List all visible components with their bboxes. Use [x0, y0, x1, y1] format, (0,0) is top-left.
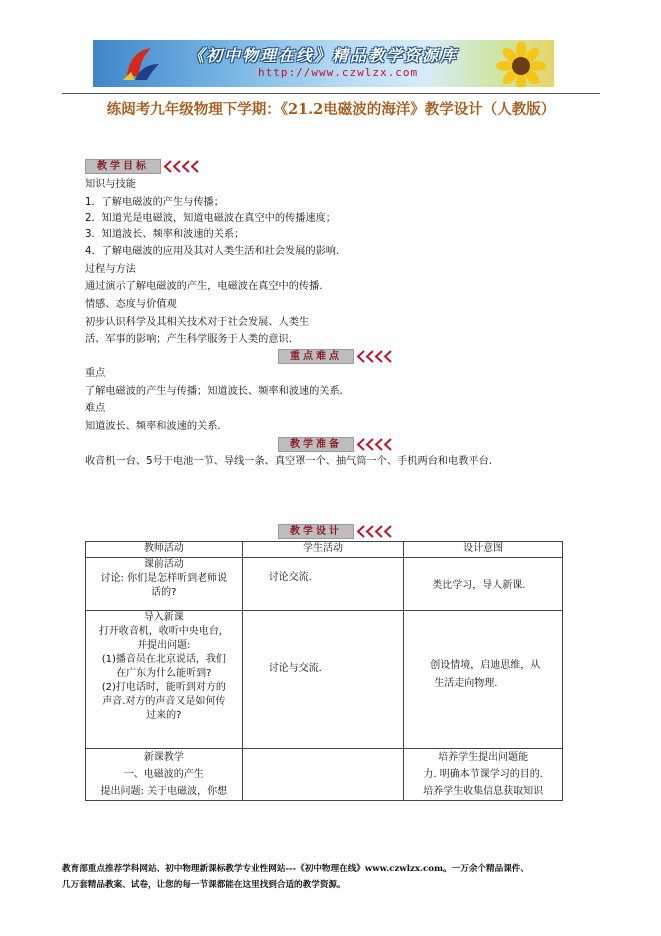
student-activity-cell [242, 611, 404, 749]
header-banner [93, 40, 554, 87]
design-intent-cell [404, 611, 563, 749]
section-tag: 教学目标 [85, 159, 161, 174]
section-header-preparation [278, 437, 396, 452]
student-activity-cell [242, 749, 404, 801]
cell-line: 讨论交流. [268, 572, 312, 583]
objectives-line: 2．知道光是电磁波，知道电磁波在真空中的传播速度； [85, 213, 336, 224]
sunflower-icon [485, 42, 554, 87]
objectives-line: 知识与技能 [85, 179, 136, 190]
cell-line: 打开收音机，收听中央电台， [98, 626, 229, 637]
objectives-line: 活、军事的影响；产生科学服务于人类的意识. [85, 334, 292, 345]
objectives-line: 1．了解电磁波的产生与传播； [85, 197, 224, 208]
objectives-line: 初步认识科学及其相关技术对于社会发展、人类生 [85, 317, 310, 328]
table-row [86, 558, 563, 611]
cell-line: 讨论: 你们是怎样听到老师说 [100, 573, 228, 584]
cell-line: 类比学习，导人新课. [432, 580, 526, 591]
cell-line: 讨论与交流. [268, 663, 322, 674]
section-tag: 教学设计 [278, 524, 354, 539]
objectives-line: 情感、态度与价值观 [85, 299, 177, 310]
objectives-line: 通过演示了解电磁波的产生，电磁波在真空中的传播. [85, 281, 323, 292]
cell-line: (1)播音员在北京说话，我们 [101, 654, 226, 665]
section-header-design [278, 524, 396, 539]
footer-line: 教育部重点推荐学科网站、初中物理新课标教学专业性网站---《初中物理在线》www.czwlzx.com。一万余个精品课件、 [62, 864, 529, 874]
cell-line: 话的? [151, 587, 177, 598]
chevron-left-arrows-icon [161, 159, 203, 174]
chevron-left-arrows-icon [354, 524, 396, 539]
cell-line: 培养学生提出问题能 [438, 752, 529, 763]
cell-line: 课前活动 [143, 559, 184, 570]
section-header-objectives [85, 159, 203, 174]
page-footer [62, 861, 610, 893]
cell-line: 在广东为什么能听到? [116, 668, 212, 679]
cell-line: 创设情境，启迪思维，从 [430, 660, 541, 671]
header-teacher-activity: 教师活动 [86, 542, 243, 558]
design-intent-cell [404, 558, 563, 611]
header-design-intent: 设计意图 [404, 542, 563, 558]
cell-line: 力. 明确本节课学习的目的. [423, 769, 543, 780]
preparation-line: 收音机一台、5号干电池一节、导线一条、真空罩一个、抽气筒一个、手机两台和电教平台. [85, 456, 493, 467]
key-points-line: 难点 [85, 403, 106, 414]
document-title: 练闼考九年级物理下学期：《21.2电磁波的海洋》教学设计（人教版） [106, 101, 556, 118]
cell-line: 生活走向物理. [434, 678, 498, 689]
objectives-line: 过程与方法 [85, 264, 136, 275]
lesson-plan-table [85, 541, 563, 801]
objectives-line: 3．知道波长、频率和波速的关系； [85, 229, 245, 240]
teacher-activity-cell [86, 611, 243, 749]
banner-url[interactable]: http://www.czwlzx.com [258, 66, 419, 79]
czwlzx-logo-icon [121, 46, 161, 82]
section-tag: 重点难点 [278, 349, 354, 364]
key-points-line: 知道波长、频率和波速的关系. [85, 421, 221, 432]
header-student-activity: 学生活动 [242, 542, 404, 558]
teacher-activity-cell [86, 749, 243, 801]
cell-line: (2)打电话时，能听到对方的 [101, 682, 226, 693]
chevron-left-arrows-icon [354, 349, 396, 364]
table-header-row [86, 542, 563, 558]
cell-line: 新课教学 [143, 752, 184, 763]
key-points-line: 了解电磁波的产生与传播；知道波长、频率和波速的关系. [85, 386, 343, 397]
cell-line: 一、电磁波的产生 [123, 769, 204, 780]
chevron-left-arrows-icon [354, 437, 396, 452]
section-header-key-points [278, 349, 396, 364]
cell-line: 提出问题: 关于电磁波，你想 [100, 786, 228, 797]
objectives-line: 4．了解电磁波的应用及其对人类生活和社会发展的影响. [85, 246, 340, 257]
cell-line: 声音.对方的声音又是如何传 [102, 696, 226, 707]
teacher-activity-cell [86, 558, 243, 611]
design-intent-cell [404, 749, 563, 801]
footer-line: 几万套精品教案、试卷，让您的每一节课都能在这里找到合适的教学资源。 [62, 880, 346, 890]
cell-line: 过来的? [146, 710, 182, 721]
table-row [86, 749, 563, 801]
banner-title: 《初中物理在线》精品教学资源库 [188, 46, 459, 65]
table-row [86, 611, 563, 749]
cell-line: 导入新课 [143, 612, 184, 623]
cell-line: 培养学生收集信息获取知识 [423, 786, 544, 797]
cell-line: 并提出问题: [137, 640, 191, 651]
key-points-line: 重点 [85, 368, 106, 379]
student-activity-cell [242, 558, 404, 611]
section-tag: 教学准备 [278, 437, 354, 452]
header-rule [62, 93, 600, 94]
